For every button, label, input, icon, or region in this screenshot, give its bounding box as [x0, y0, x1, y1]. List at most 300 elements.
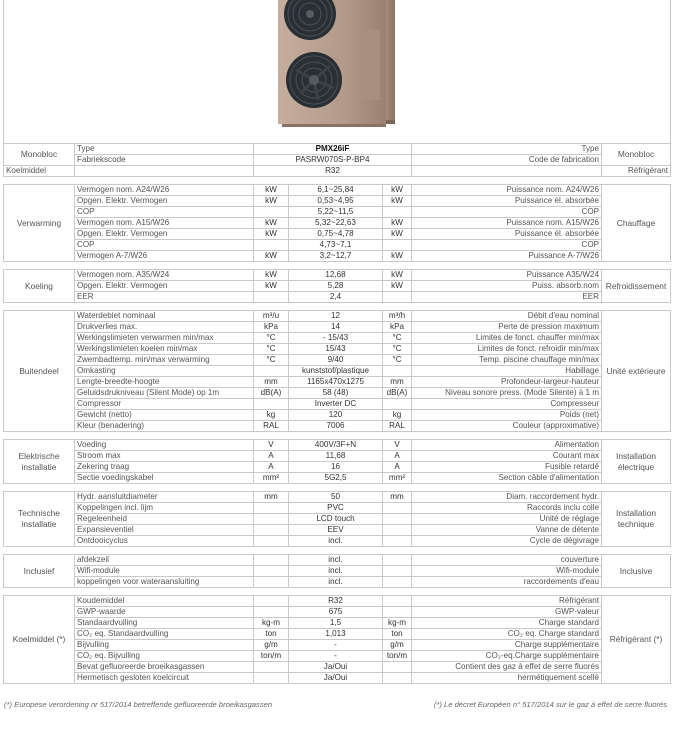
- spec-row: [4, 618, 671, 629]
- row-label-nl: CO₂ eq. Standaardvulling: [75, 629, 254, 640]
- row-refrigerant: [4, 166, 671, 177]
- row-label-nl: Expansieventiel: [75, 525, 254, 536]
- row-label-fr: Vanne de détente: [412, 525, 602, 536]
- footnote-nl: (*) Europese verordening nr 517/2014 betreffende gefluoreerde broeikasgassen: [4, 700, 273, 709]
- row-value: 2,4: [289, 292, 383, 303]
- row-label-fr: Temp. piscine chauffage min/max: [412, 355, 602, 366]
- row-unit-fr: °C: [383, 344, 412, 355]
- row-label-fr: Section câble d'alimentation: [412, 473, 602, 484]
- spec-row: [4, 399, 671, 410]
- row-unit-nl: kW: [254, 218, 289, 229]
- row-label-fr: Raccords inclu colle: [412, 503, 602, 514]
- row-unit-nl: [254, 366, 289, 377]
- row-label-fr: Puissance A35/W24: [412, 270, 602, 281]
- row-value: incl.: [289, 555, 383, 566]
- row-unit-nl: °C: [254, 355, 289, 366]
- row-value: LCD touch: [289, 514, 383, 525]
- row-label-fr: Puiss. absorb.nom: [412, 281, 602, 292]
- footnote-fr: (*) Le décret Européen n° 517/2014 sur le gaz à effet de serre fluorés: [433, 700, 667, 709]
- row-label-fr: Cycle de dégivrage: [412, 536, 602, 547]
- row-unit-fr: [383, 240, 412, 251]
- row-label-fr: Charge supplémentaire: [412, 640, 602, 651]
- row-label-fr: Diam. raccordement hydr.: [412, 492, 602, 503]
- row-label-fr: GWP-valeur: [412, 607, 602, 618]
- spec-row: [4, 270, 671, 281]
- group-label-nl: Inclusief: [4, 555, 75, 588]
- row-unit-fr: RAL: [383, 421, 412, 432]
- row-value: Ja/Oui: [289, 673, 383, 684]
- spec-row: [4, 651, 671, 662]
- row-unit-nl: [254, 662, 289, 673]
- row-unit-fr: g/m: [383, 640, 412, 651]
- row-unit-fr: [383, 662, 412, 673]
- spacer-cell: [4, 432, 671, 440]
- row-unit-fr: kW: [383, 251, 412, 262]
- row-label-nl: afdekzeil: [75, 555, 254, 566]
- row-unit-nl: °C: [254, 344, 289, 355]
- row-type: [4, 144, 671, 155]
- spacer-cell: [4, 177, 671, 185]
- row-label-nl: Zekering traag: [75, 462, 254, 473]
- spec-row: [4, 218, 671, 229]
- row-label-nl: Opgen. Elektr. Vermogen: [75, 281, 254, 292]
- row-factory-code: [4, 155, 671, 166]
- row-unit-nl: [254, 525, 289, 536]
- row-unit-fr: kPa: [383, 322, 412, 333]
- section-spacer: [4, 177, 671, 185]
- row-unit-fr: kW: [383, 281, 412, 292]
- spacer-cell: [4, 588, 671, 596]
- row-label-nl: Koudemiddel: [75, 596, 254, 607]
- row-value: R32: [289, 596, 383, 607]
- row-value: 3,2~12,7: [289, 251, 383, 262]
- row-label-nl: Ontdooicyclus: [75, 536, 254, 547]
- row-value: 12,68: [289, 270, 383, 281]
- row-unit-nl: V: [254, 440, 289, 451]
- row-unit-fr: ton/m: [383, 651, 412, 662]
- spec-row: [4, 251, 671, 262]
- spec-row: [4, 629, 671, 640]
- row-label-nl: Hermetisch gesloten koelcircuit: [75, 673, 254, 684]
- row-unit-nl: mm: [254, 492, 289, 503]
- row-label-fr: CO₂ eq. Charge standard: [412, 629, 602, 640]
- row-unit-nl: [254, 596, 289, 607]
- empty-cell: [412, 166, 602, 177]
- row-unit-nl: RAL: [254, 421, 289, 432]
- spec-row: [4, 229, 671, 240]
- spec-row: [4, 440, 671, 451]
- row-value: 9/40: [289, 355, 383, 366]
- group-label-fr: Installation électrique: [602, 440, 671, 484]
- fan-bottom: [286, 52, 342, 108]
- row-unit-nl: kW: [254, 196, 289, 207]
- row-value: Ja/Oui: [289, 662, 383, 673]
- row-label-fr: Contient des gaz à effet de serre fluorés: [412, 662, 602, 673]
- group-label-fr: Refroidissement: [602, 270, 671, 303]
- row-value: 16: [289, 462, 383, 473]
- row-value: 675: [289, 607, 383, 618]
- row-label-fr: Niveau sonore press. (Mode Silente) à 1 m: [412, 388, 602, 399]
- row-unit-nl: mm²: [254, 473, 289, 484]
- group-label-fr: Chauffage: [602, 185, 671, 262]
- group-label-nl: Koeling: [4, 270, 75, 303]
- row-unit-fr: [383, 525, 412, 536]
- row-value: 0,53~4,95: [289, 196, 383, 207]
- row-label-nl: Vermogen A-7/W26: [75, 251, 254, 262]
- row-label-nl: Koppelingen incl. lijm: [75, 503, 254, 514]
- row-value: - 15/43: [289, 333, 383, 344]
- row-label-fr: Profondeur-largeur-hauteur: [412, 377, 602, 388]
- row-unit-fr: mm: [383, 377, 412, 388]
- group-label-fr: Unité extérieure: [602, 311, 671, 432]
- row-label-nl: Opgen. Elektr. Vermogen: [75, 229, 254, 240]
- row-unit-fr: ton: [383, 629, 412, 640]
- row-label-nl: Werkingslimieten verwarmen min/max: [75, 333, 254, 344]
- row-label-nl: Gewicht (netto): [75, 410, 254, 421]
- row-label-fr: Débit d'eau nominal: [412, 311, 602, 322]
- spec-row: [4, 281, 671, 292]
- label-fr-type: Type: [412, 144, 602, 155]
- row-value: 120: [289, 410, 383, 421]
- row-label-fr: Puissance él. absorbée: [412, 196, 602, 207]
- row-unit-nl: [254, 555, 289, 566]
- row-unit-nl: [254, 566, 289, 577]
- row-value: PVC: [289, 503, 383, 514]
- row-label-fr: Limites de fonct. refroidir min/max: [412, 344, 602, 355]
- row-unit-nl: kg: [254, 410, 289, 421]
- row-unit-fr: A: [383, 462, 412, 473]
- row-unit-fr: [383, 503, 412, 514]
- spec-row: [4, 451, 671, 462]
- row-unit-fr: °C: [383, 333, 412, 344]
- row-unit-nl: kW: [254, 251, 289, 262]
- spec-row: [4, 640, 671, 651]
- row-unit-fr: mm²: [383, 473, 412, 484]
- row-label-nl: Sectie voedingskabel: [75, 473, 254, 484]
- row-value: 4,73~7,1: [289, 240, 383, 251]
- label-nl-code: Fabriekscode: [75, 155, 254, 166]
- row-unit-nl: [254, 536, 289, 547]
- row-unit-nl: [254, 577, 289, 588]
- unit-side-bottom: [386, 120, 395, 124]
- group-nl-monobloc: Monobloc: [4, 144, 75, 166]
- row-unit-fr: [383, 607, 412, 618]
- row-label-nl: Vermogen nom. A35/W24: [75, 270, 254, 281]
- row-unit-nl: kPa: [254, 322, 289, 333]
- row-unit-fr: m³/h: [383, 311, 412, 322]
- empty-cell: [75, 166, 254, 177]
- row-value: -: [289, 651, 383, 662]
- row-unit-nl: kW: [254, 270, 289, 281]
- row-value: 1165x470x1275: [289, 377, 383, 388]
- row-label-nl: Opgen. Elektr. Vermogen: [75, 196, 254, 207]
- group-label-nl: Koelmiddel (*): [4, 596, 75, 684]
- spacer-cell: [4, 303, 671, 311]
- group-label-fr: Réfrigérant (*): [602, 596, 671, 684]
- row-unit-nl: ton: [254, 629, 289, 640]
- row-label-nl: GWP-waarde: [75, 607, 254, 618]
- row-unit-fr: kW: [383, 229, 412, 240]
- row-unit-fr: [383, 366, 412, 377]
- spec-row: [4, 292, 671, 303]
- row-unit-nl: [254, 292, 289, 303]
- group-label-fr: Inclusive: [602, 555, 671, 588]
- row-label-fr: Puissance nom. A24/W26: [412, 185, 602, 196]
- spec-row: [4, 503, 671, 514]
- spec-row: [4, 410, 671, 421]
- row-unit-fr: [383, 596, 412, 607]
- unit-side: [386, 0, 395, 120]
- row-label-nl: Kleur (benadering): [75, 421, 254, 432]
- spacer-cell: [4, 547, 671, 555]
- row-label-nl: Omkasting: [75, 366, 254, 377]
- model-name: PMX26iF: [254, 144, 412, 155]
- spec-row: [4, 366, 671, 377]
- row-unit-nl: kW: [254, 185, 289, 196]
- row-label-fr: Limites de fonct. chauffer min/max: [412, 333, 602, 344]
- section-spacer: [4, 303, 671, 311]
- row-label-fr: Wifi-module: [412, 566, 602, 577]
- row-value: Inverter DC: [289, 399, 383, 410]
- row-label-fr: Réfrigérant: [412, 596, 602, 607]
- row-label-nl: Bijvulling: [75, 640, 254, 651]
- row-label-nl: Regeleenheid: [75, 514, 254, 525]
- row-label-fr: Puissance A-7/W26: [412, 251, 602, 262]
- row-label-nl: COP: [75, 240, 254, 251]
- row-label-nl: Wifi-module: [75, 566, 254, 577]
- row-label-nl: Standaardvulling: [75, 618, 254, 629]
- row-label-nl: Waterdebiet nominaal: [75, 311, 254, 322]
- row-label-fr: Habillage: [412, 366, 602, 377]
- row-label-nl: Zwembadtemp. min/max verwarming: [75, 355, 254, 366]
- row-unit-fr: [383, 207, 412, 218]
- factory-code: PASRW070S-P-BP4: [254, 155, 412, 166]
- row-label-nl: COP: [75, 207, 254, 218]
- row-label-fr: Courant max: [412, 451, 602, 462]
- row-unit-nl: [254, 207, 289, 218]
- row-label-nl: Werkingslimieten koelen min/max: [75, 344, 254, 355]
- row-value: 5,22~11,5: [289, 207, 383, 218]
- row-label-fr: Puissance nom. A15/W26: [412, 218, 602, 229]
- row-unit-fr: mm: [383, 492, 412, 503]
- row-unit-nl: m³/u: [254, 311, 289, 322]
- row-value: 15/43: [289, 344, 383, 355]
- row-label-fr: EER: [412, 292, 602, 303]
- row-label-fr: Compresseur: [412, 399, 602, 410]
- row-label-fr: COP: [412, 240, 602, 251]
- row-unit-nl: [254, 607, 289, 618]
- row-label-fr: Charge standard: [412, 618, 602, 629]
- row-unit-fr: kW: [383, 185, 412, 196]
- row-value: -: [289, 640, 383, 651]
- group-label-fr: Installation technique: [602, 492, 671, 547]
- section-spacer: [4, 432, 671, 440]
- row-value: 14: [289, 322, 383, 333]
- row-label-nl: Vermogen nom. A15/W26: [75, 218, 254, 229]
- spec-table: [3, 143, 671, 684]
- spec-row: [4, 514, 671, 525]
- row-value: kunststof/plastique: [289, 366, 383, 377]
- spec-row: [4, 462, 671, 473]
- row-label-fr: Unité de réglage: [412, 514, 602, 525]
- row-unit-nl: mm: [254, 377, 289, 388]
- row-label-nl: Geluidsdrukniveau (Silent Mode) op 1m: [75, 388, 254, 399]
- section-spacer: [4, 262, 671, 270]
- row-label-fr: hermétiquement scellé: [412, 673, 602, 684]
- row-unit-fr: kg: [383, 410, 412, 421]
- row-unit-fr: [383, 399, 412, 410]
- row-value: 1,013: [289, 629, 383, 640]
- row-unit-fr: °C: [383, 355, 412, 366]
- row-label-nl: Lengte-breedte-hoogte: [75, 377, 254, 388]
- spec-row: [4, 240, 671, 251]
- row-unit-nl: [254, 514, 289, 525]
- spec-row: [4, 525, 671, 536]
- row-value: incl.: [289, 577, 383, 588]
- label-fr-refrigerant: Réfrigérant: [602, 166, 671, 177]
- row-label-fr: Poids (net): [412, 410, 602, 421]
- row-unit-fr: [383, 566, 412, 577]
- spec-row: [4, 555, 671, 566]
- spec-row: [4, 492, 671, 503]
- row-unit-fr: kW: [383, 270, 412, 281]
- spec-row: [4, 311, 671, 322]
- group-fr-monobloc: Monobloc: [602, 144, 671, 166]
- row-label-nl: Bevat gefluoreerde broeikasgassen: [75, 662, 254, 673]
- row-label-nl: CO₂ eq. Bijvulling: [75, 651, 254, 662]
- spec-row: [4, 196, 671, 207]
- row-unit-nl: kW: [254, 281, 289, 292]
- label-nl-refrigerant: Koelmiddel: [4, 166, 75, 177]
- row-label-nl: Vermogen nom. A24/W26: [75, 185, 254, 196]
- row-unit-fr: kg-m: [383, 618, 412, 629]
- label-fr-code: Code de fabrication: [412, 155, 602, 166]
- row-unit-fr: V: [383, 440, 412, 451]
- group-label-nl: Buitendeel: [4, 311, 75, 432]
- row-unit-nl: [254, 503, 289, 514]
- row-label-nl: EER: [75, 292, 254, 303]
- row-label-fr: raccordements d'eau: [412, 577, 602, 588]
- row-unit-nl: A: [254, 451, 289, 462]
- row-unit-nl: °C: [254, 333, 289, 344]
- row-label-nl: Voeding: [75, 440, 254, 451]
- row-value: 12: [289, 311, 383, 322]
- row-unit-nl: kW: [254, 229, 289, 240]
- label-nl-type: Type: [75, 144, 254, 155]
- row-value: 1,5: [289, 618, 383, 629]
- row-unit-nl: dB(A): [254, 388, 289, 399]
- spec-row: [4, 377, 671, 388]
- row-label-fr: Alimentation: [412, 440, 602, 451]
- row-unit-fr: dB(A): [383, 388, 412, 399]
- row-value: EEV: [289, 525, 383, 536]
- row-unit-fr: [383, 292, 412, 303]
- row-value: 50: [289, 492, 383, 503]
- spacer-cell: [4, 484, 671, 492]
- row-label-nl: Compressor: [75, 399, 254, 410]
- section-spacer: [4, 547, 671, 555]
- row-value: 6,1~25,84: [289, 185, 383, 196]
- spec-row: [4, 673, 671, 684]
- row-label-nl: Stroom max: [75, 451, 254, 462]
- row-unit-nl: [254, 673, 289, 684]
- row-label-fr: COP: [412, 207, 602, 218]
- spec-row: [4, 388, 671, 399]
- spec-row: [4, 566, 671, 577]
- group-label-nl: Technische installatie: [4, 492, 75, 547]
- row-unit-fr: [383, 536, 412, 547]
- spec-row: [4, 333, 671, 344]
- spec-row: [4, 536, 671, 547]
- row-value: 5G2,5: [289, 473, 383, 484]
- row-unit-fr: [383, 577, 412, 588]
- row-value: 400V/3F+N: [289, 440, 383, 451]
- row-value: 5,28: [289, 281, 383, 292]
- spec-row: [4, 322, 671, 333]
- row-value: 11,68: [289, 451, 383, 462]
- row-unit-fr: [383, 555, 412, 566]
- row-unit-nl: ton/m: [254, 651, 289, 662]
- section-spacer: [4, 484, 671, 492]
- row-unit-nl: g/m: [254, 640, 289, 651]
- spec-row: [4, 207, 671, 218]
- row-value: 58 (48): [289, 388, 383, 399]
- product-image-area: [0, 0, 675, 143]
- unit-grille-strip: [360, 30, 380, 100]
- spacer-cell: [4, 262, 671, 270]
- row-unit-nl: [254, 399, 289, 410]
- row-unit-nl: kg-m: [254, 618, 289, 629]
- row-label-nl: Hydr. aansluitdiameter: [75, 492, 254, 503]
- spec-row: [4, 473, 671, 484]
- refrigerant-value: R32: [254, 166, 412, 177]
- row-label-fr: Fusible retardé: [412, 462, 602, 473]
- spec-row: [4, 607, 671, 618]
- row-unit-fr: A: [383, 451, 412, 462]
- row-value: 7006: [289, 421, 383, 432]
- row-value: 0,75~4,78: [289, 229, 383, 240]
- group-label-nl: Elektrische installatie: [4, 440, 75, 484]
- row-value: 5,32~22,63: [289, 218, 383, 229]
- row-value: incl.: [289, 536, 383, 547]
- spec-row: [4, 185, 671, 196]
- spec-row: [4, 421, 671, 432]
- row-label-fr: couverture: [412, 555, 602, 566]
- section-spacer: [4, 588, 671, 596]
- spec-row: [4, 662, 671, 673]
- row-label-nl: Drukverlies max.: [75, 322, 254, 333]
- row-label-fr: Perte de pression maximum: [412, 322, 602, 333]
- unit-foot: [282, 124, 386, 127]
- spec-row: [4, 355, 671, 366]
- row-unit-fr: [383, 673, 412, 684]
- row-unit-fr: kW: [383, 196, 412, 207]
- row-label-nl: koppelingen voor wateraansluiting: [75, 577, 254, 588]
- row-label-fr: Puissance él. absorbée: [412, 229, 602, 240]
- row-label-fr: CO₂-eq.Charge supplémentaire: [412, 651, 602, 662]
- spec-row: [4, 344, 671, 355]
- row-unit-nl: [254, 240, 289, 251]
- row-value: incl.: [289, 566, 383, 577]
- row-unit-fr: kW: [383, 218, 412, 229]
- spec-row: [4, 596, 671, 607]
- spec-row: [4, 577, 671, 588]
- row-unit-nl: A: [254, 462, 289, 473]
- group-label-nl: Verwarming: [4, 185, 75, 262]
- heat-pump-product-image: [0, 0, 675, 143]
- row-unit-fr: [383, 514, 412, 525]
- row-label-fr: Couleur (approximative): [412, 421, 602, 432]
